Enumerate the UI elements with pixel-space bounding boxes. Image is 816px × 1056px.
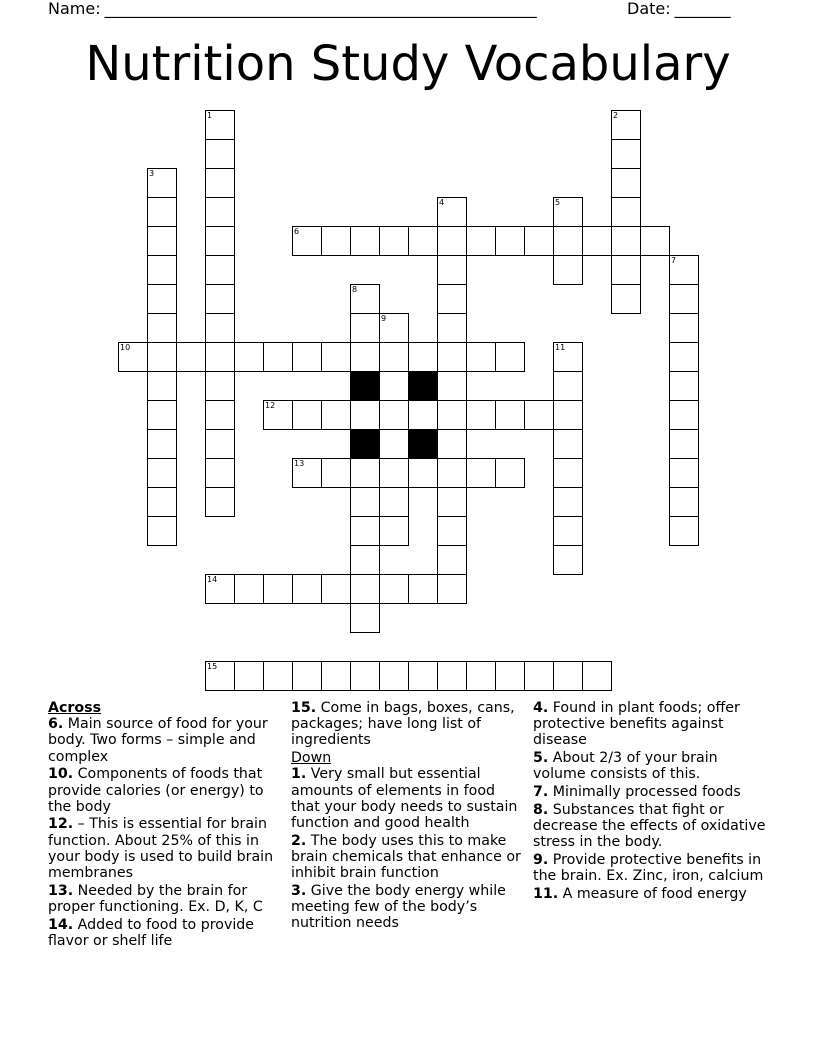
grid-cell[interactable]: [466, 458, 496, 488]
grid-cell[interactable]: [379, 226, 409, 256]
grid-cell[interactable]: [553, 197, 583, 227]
name-blank[interactable]: ______________________________________________________: [104, 0, 537, 18]
grid-cell[interactable]: [321, 226, 351, 256]
grid-cell[interactable]: [582, 226, 612, 256]
clue-item-number: 8.: [533, 801, 549, 818]
grid-cell[interactable]: [263, 661, 293, 691]
clue-item-text: Very small but essential amounts of elements in food that your body needs to sustain function and good health: [291, 766, 518, 831]
grid-cell[interactable]: [205, 661, 235, 691]
clue-item-text: Provide protective benefits in the brain. Ex. Zinc, iron, calcium: [533, 851, 764, 885]
clue-item-number: 9.: [533, 851, 549, 868]
grid-cell[interactable]: [292, 342, 322, 372]
clue-item-text: – This is essential for brain function. About 25% of this in your body is used to build brain membranes: [48, 816, 274, 882]
clue-item: [291, 833, 523, 882]
grid-cell[interactable]: [379, 661, 409, 691]
grid-cell[interactable]: [205, 342, 235, 372]
clue-item: [48, 883, 284, 915]
grid-cell[interactable]: [147, 487, 177, 517]
grid-cell[interactable]: [524, 400, 554, 430]
clue-item-text: Added to food to provide flavor or shelf life: [48, 916, 255, 949]
grid-cell[interactable]: [611, 284, 641, 314]
grid-cell[interactable]: [553, 545, 583, 575]
grid-cell[interactable]: [408, 226, 438, 256]
clue-item: [533, 700, 769, 749]
grid-cell[interactable]: [350, 574, 380, 604]
clue-item: [533, 852, 769, 884]
clue-item-text: About 2/3 of your brain volume consists of this.: [533, 750, 718, 783]
clue-number: 3: [149, 169, 155, 178]
grid-cell[interactable]: [669, 255, 699, 285]
clue-item-text: Substances that fight or decrease the effects of oxidative stress in the body.: [533, 801, 766, 851]
clue-number: 7: [671, 256, 677, 265]
grid-cell[interactable]: [263, 342, 293, 372]
grid-cell[interactable]: [611, 168, 641, 198]
grid-cell[interactable]: [379, 313, 409, 343]
across-heading: Across: [48, 700, 102, 716]
grid-cell[interactable]: [147, 226, 177, 256]
grid-cell[interactable]: [292, 574, 322, 604]
grid-cell[interactable]: [524, 226, 554, 256]
grid-cell[interactable]: [350, 284, 380, 314]
grid-cell[interactable]: [379, 342, 409, 372]
grid-cell[interactable]: [466, 226, 496, 256]
grid-cell[interactable]: [321, 400, 351, 430]
black-cell: [350, 371, 380, 401]
grid-cell[interactable]: [669, 516, 699, 546]
grid-cell[interactable]: [553, 516, 583, 546]
grid-cell[interactable]: [437, 574, 467, 604]
grid-cell[interactable]: [437, 516, 467, 546]
clue-item: [48, 816, 284, 881]
grid-cell[interactable]: [205, 429, 235, 459]
grid-cell[interactable]: [495, 458, 525, 488]
grid-cell[interactable]: [669, 284, 699, 314]
clue-item-text: Come in bags, boxes, cans, packages; have long list of ingredients: [291, 700, 515, 749]
grid-cell[interactable]: [292, 400, 322, 430]
grid-cell[interactable]: [321, 661, 351, 691]
clue-item-number: 4.: [533, 700, 549, 716]
grid-cell[interactable]: [553, 487, 583, 517]
grid-cell[interactable]: [408, 574, 438, 604]
grid-cell[interactable]: [379, 487, 409, 517]
clue-number: 8: [352, 285, 358, 294]
grid-cell[interactable]: [205, 458, 235, 488]
clue-item-text: Give the body energy while meeting few of the body’s nutrition needs: [291, 882, 506, 932]
date-blank[interactable]: _______: [674, 0, 731, 18]
page-title: Nutrition Study Vocabulary: [85, 36, 731, 92]
grid-cell[interactable]: [437, 429, 467, 459]
grid-cell[interactable]: [437, 284, 467, 314]
grid-cell[interactable]: [408, 342, 438, 372]
grid-cell[interactable]: [350, 400, 380, 430]
grid-cell[interactable]: [147, 400, 177, 430]
grid-cell[interactable]: [205, 197, 235, 227]
clue-item-text: Needed by the brain for proper functioning. Ex. D, K, C: [48, 882, 263, 915]
grid-cell[interactable]: [669, 400, 699, 430]
grid-cell[interactable]: [466, 661, 496, 691]
clue-item: [533, 886, 769, 902]
clue-item-number: 5.: [533, 750, 549, 767]
grid-cell[interactable]: [321, 574, 351, 604]
grid-cell[interactable]: [669, 342, 699, 372]
grid-cell[interactable]: [553, 400, 583, 430]
clue-item-text: Main source of food for your body. Two forms – simple and complex: [48, 716, 268, 765]
clue-item: [48, 917, 284, 949]
grid-cell[interactable]: [350, 545, 380, 575]
clue-item-number: 2.: [291, 832, 307, 849]
clue-item: [533, 784, 769, 800]
grid-cell[interactable]: [437, 458, 467, 488]
grid-cell[interactable]: [495, 661, 525, 691]
grid-cell[interactable]: [437, 545, 467, 575]
grid-cell[interactable]: [437, 371, 467, 401]
grid-cell[interactable]: [205, 400, 235, 430]
clue-item-number: 10.: [48, 766, 74, 783]
grid-cell[interactable]: [408, 458, 438, 488]
clue-item-number: 11.: [533, 885, 559, 902]
grid-cell[interactable]: [553, 429, 583, 459]
grid-cell[interactable]: [495, 226, 525, 256]
grid-cell[interactable]: [147, 197, 177, 227]
grid-cell[interactable]: [147, 342, 177, 372]
grid-cell[interactable]: [640, 226, 670, 256]
grid-cell[interactable]: [234, 661, 264, 691]
grid-cell[interactable]: [437, 255, 467, 285]
grid-cell[interactable]: [147, 429, 177, 459]
grid-cell[interactable]: [669, 487, 699, 517]
grid-cell[interactable]: [350, 342, 380, 372]
grid-cell[interactable]: [350, 487, 380, 517]
grid-cell[interactable]: [205, 139, 235, 169]
grid-cell[interactable]: [205, 226, 235, 256]
clue-item-number: 6.: [48, 716, 64, 733]
black-cell: [350, 429, 380, 459]
grid-cell[interactable]: [669, 313, 699, 343]
grid-cell[interactable]: [321, 458, 351, 488]
grid-cell[interactable]: [553, 371, 583, 401]
clue-number: 12: [265, 401, 276, 410]
clues-column-3: [533, 700, 769, 903]
grid-cell[interactable]: [611, 255, 641, 285]
grid-cell[interactable]: [147, 255, 177, 285]
grid-cell[interactable]: [437, 313, 467, 343]
grid-cell[interactable]: [437, 661, 467, 691]
grid-cell[interactable]: [234, 342, 264, 372]
grid-cell[interactable]: [147, 168, 177, 198]
clue-item: [533, 750, 769, 782]
grid-cell[interactable]: [437, 400, 467, 430]
clue-number: 1: [207, 111, 213, 120]
grid-cell[interactable]: [379, 516, 409, 546]
grid-cell[interactable]: [553, 226, 583, 256]
grid-cell[interactable]: [611, 110, 641, 140]
clue-number: 11: [555, 343, 566, 352]
clue-item-number: 14.: [48, 916, 74, 933]
black-cell: [408, 429, 438, 459]
grid-cell[interactable]: [234, 574, 264, 604]
clue-item-text: Found in plant foods; offer protective benefits against disease: [533, 700, 740, 749]
grid-cell[interactable]: [350, 313, 380, 343]
grid-cell[interactable]: [292, 458, 322, 488]
grid-cell[interactable]: [524, 661, 554, 691]
grid-cell[interactable]: [147, 371, 177, 401]
grid-cell[interactable]: [379, 458, 409, 488]
grid-cell[interactable]: [350, 516, 380, 546]
grid-cell[interactable]: [553, 255, 583, 285]
grid-cell[interactable]: [147, 458, 177, 488]
grid-cell[interactable]: [669, 371, 699, 401]
grid-cell[interactable]: [292, 226, 322, 256]
clue-item-number: 15.: [291, 700, 317, 716]
grid-cell[interactable]: [495, 400, 525, 430]
grid-cell[interactable]: [205, 313, 235, 343]
grid-cell[interactable]: [408, 661, 438, 691]
clue-item-number: 13.: [48, 882, 74, 899]
grid-cell[interactable]: [437, 342, 467, 372]
clue-number: 6: [294, 227, 300, 236]
grid-cell[interactable]: [553, 458, 583, 488]
clue-item-number: 12.: [48, 816, 74, 833]
grid-cell[interactable]: [495, 342, 525, 372]
grid-cell[interactable]: [205, 284, 235, 314]
grid-cell[interactable]: [205, 110, 235, 140]
clue-item: [291, 766, 523, 831]
grid-cell[interactable]: [582, 661, 612, 691]
grid-cell[interactable]: [176, 342, 206, 372]
grid-cell[interactable]: [263, 400, 293, 430]
name-label: Name:: [48, 0, 101, 18]
grid-cell[interactable]: [437, 226, 467, 256]
grid-cell[interactable]: [553, 342, 583, 372]
grid-cell[interactable]: [147, 284, 177, 314]
grid-cell[interactable]: [147, 516, 177, 546]
clue-item-text: A measure of food energy: [558, 885, 747, 902]
clue-item: [48, 716, 284, 765]
grid-cell[interactable]: [611, 226, 641, 256]
grid-cell[interactable]: [205, 255, 235, 285]
grid-cell[interactable]: [466, 400, 496, 430]
grid-cell[interactable]: [205, 574, 235, 604]
grid-cell[interactable]: [611, 139, 641, 169]
clue-item-number: 7.: [533, 784, 549, 801]
clue-item: [291, 700, 523, 749]
clue-item-number: 3.: [291, 882, 307, 899]
grid-cell[interactable]: [379, 574, 409, 604]
clue-item-number: 1.: [291, 766, 307, 783]
grid-cell[interactable]: [379, 400, 409, 430]
clue-item-text: The body uses this to make brain chemicals that enhance or inhibit brain function: [291, 832, 521, 882]
clue-number: 5: [555, 198, 561, 207]
grid-cell[interactable]: [205, 487, 235, 517]
grid-cell[interactable]: [205, 168, 235, 198]
grid-cell[interactable]: [350, 661, 380, 691]
clue-number: 4: [439, 198, 445, 207]
clue-number: 10: [120, 343, 131, 352]
grid-cell[interactable]: [205, 371, 235, 401]
grid-cell[interactable]: [263, 574, 293, 604]
clue-number: 15: [207, 662, 218, 671]
grid-cell[interactable]: [437, 487, 467, 517]
grid-cell[interactable]: [669, 429, 699, 459]
grid-cell[interactable]: [350, 458, 380, 488]
grid-cell[interactable]: [379, 429, 409, 459]
clue-number: 14: [207, 575, 218, 584]
clue-number: 9: [381, 314, 387, 323]
grid-cell[interactable]: [321, 342, 351, 372]
grid-cell[interactable]: [466, 342, 496, 372]
grid-cell[interactable]: [147, 313, 177, 343]
grid-cell[interactable]: [292, 661, 322, 691]
clue-item: [533, 802, 769, 851]
grid-cell[interactable]: [669, 458, 699, 488]
grid-cell[interactable]: [379, 371, 409, 401]
grid-cell[interactable]: [437, 197, 467, 227]
clues-column-1: [48, 700, 284, 951]
grid-cell[interactable]: [408, 400, 438, 430]
grid-cell[interactable]: [350, 226, 380, 256]
clue-item: [48, 766, 284, 815]
grid-cell[interactable]: [611, 197, 641, 227]
date-label: Date:: [627, 0, 671, 18]
grid-cell[interactable]: [350, 603, 380, 633]
clue-item-text: Minimally processed foods: [548, 784, 741, 801]
grid-cell[interactable]: [553, 661, 583, 691]
clue-number: 2: [613, 111, 619, 120]
clue-item-text: Components of foods that provide calories (or energy) to the body: [48, 766, 264, 815]
clues-column-2: [291, 700, 523, 933]
grid-cell[interactable]: [118, 342, 148, 372]
clue-item: [291, 883, 523, 932]
clue-number: 13: [294, 459, 305, 468]
down-heading: Down: [291, 750, 332, 767]
black-cell: [408, 371, 438, 401]
